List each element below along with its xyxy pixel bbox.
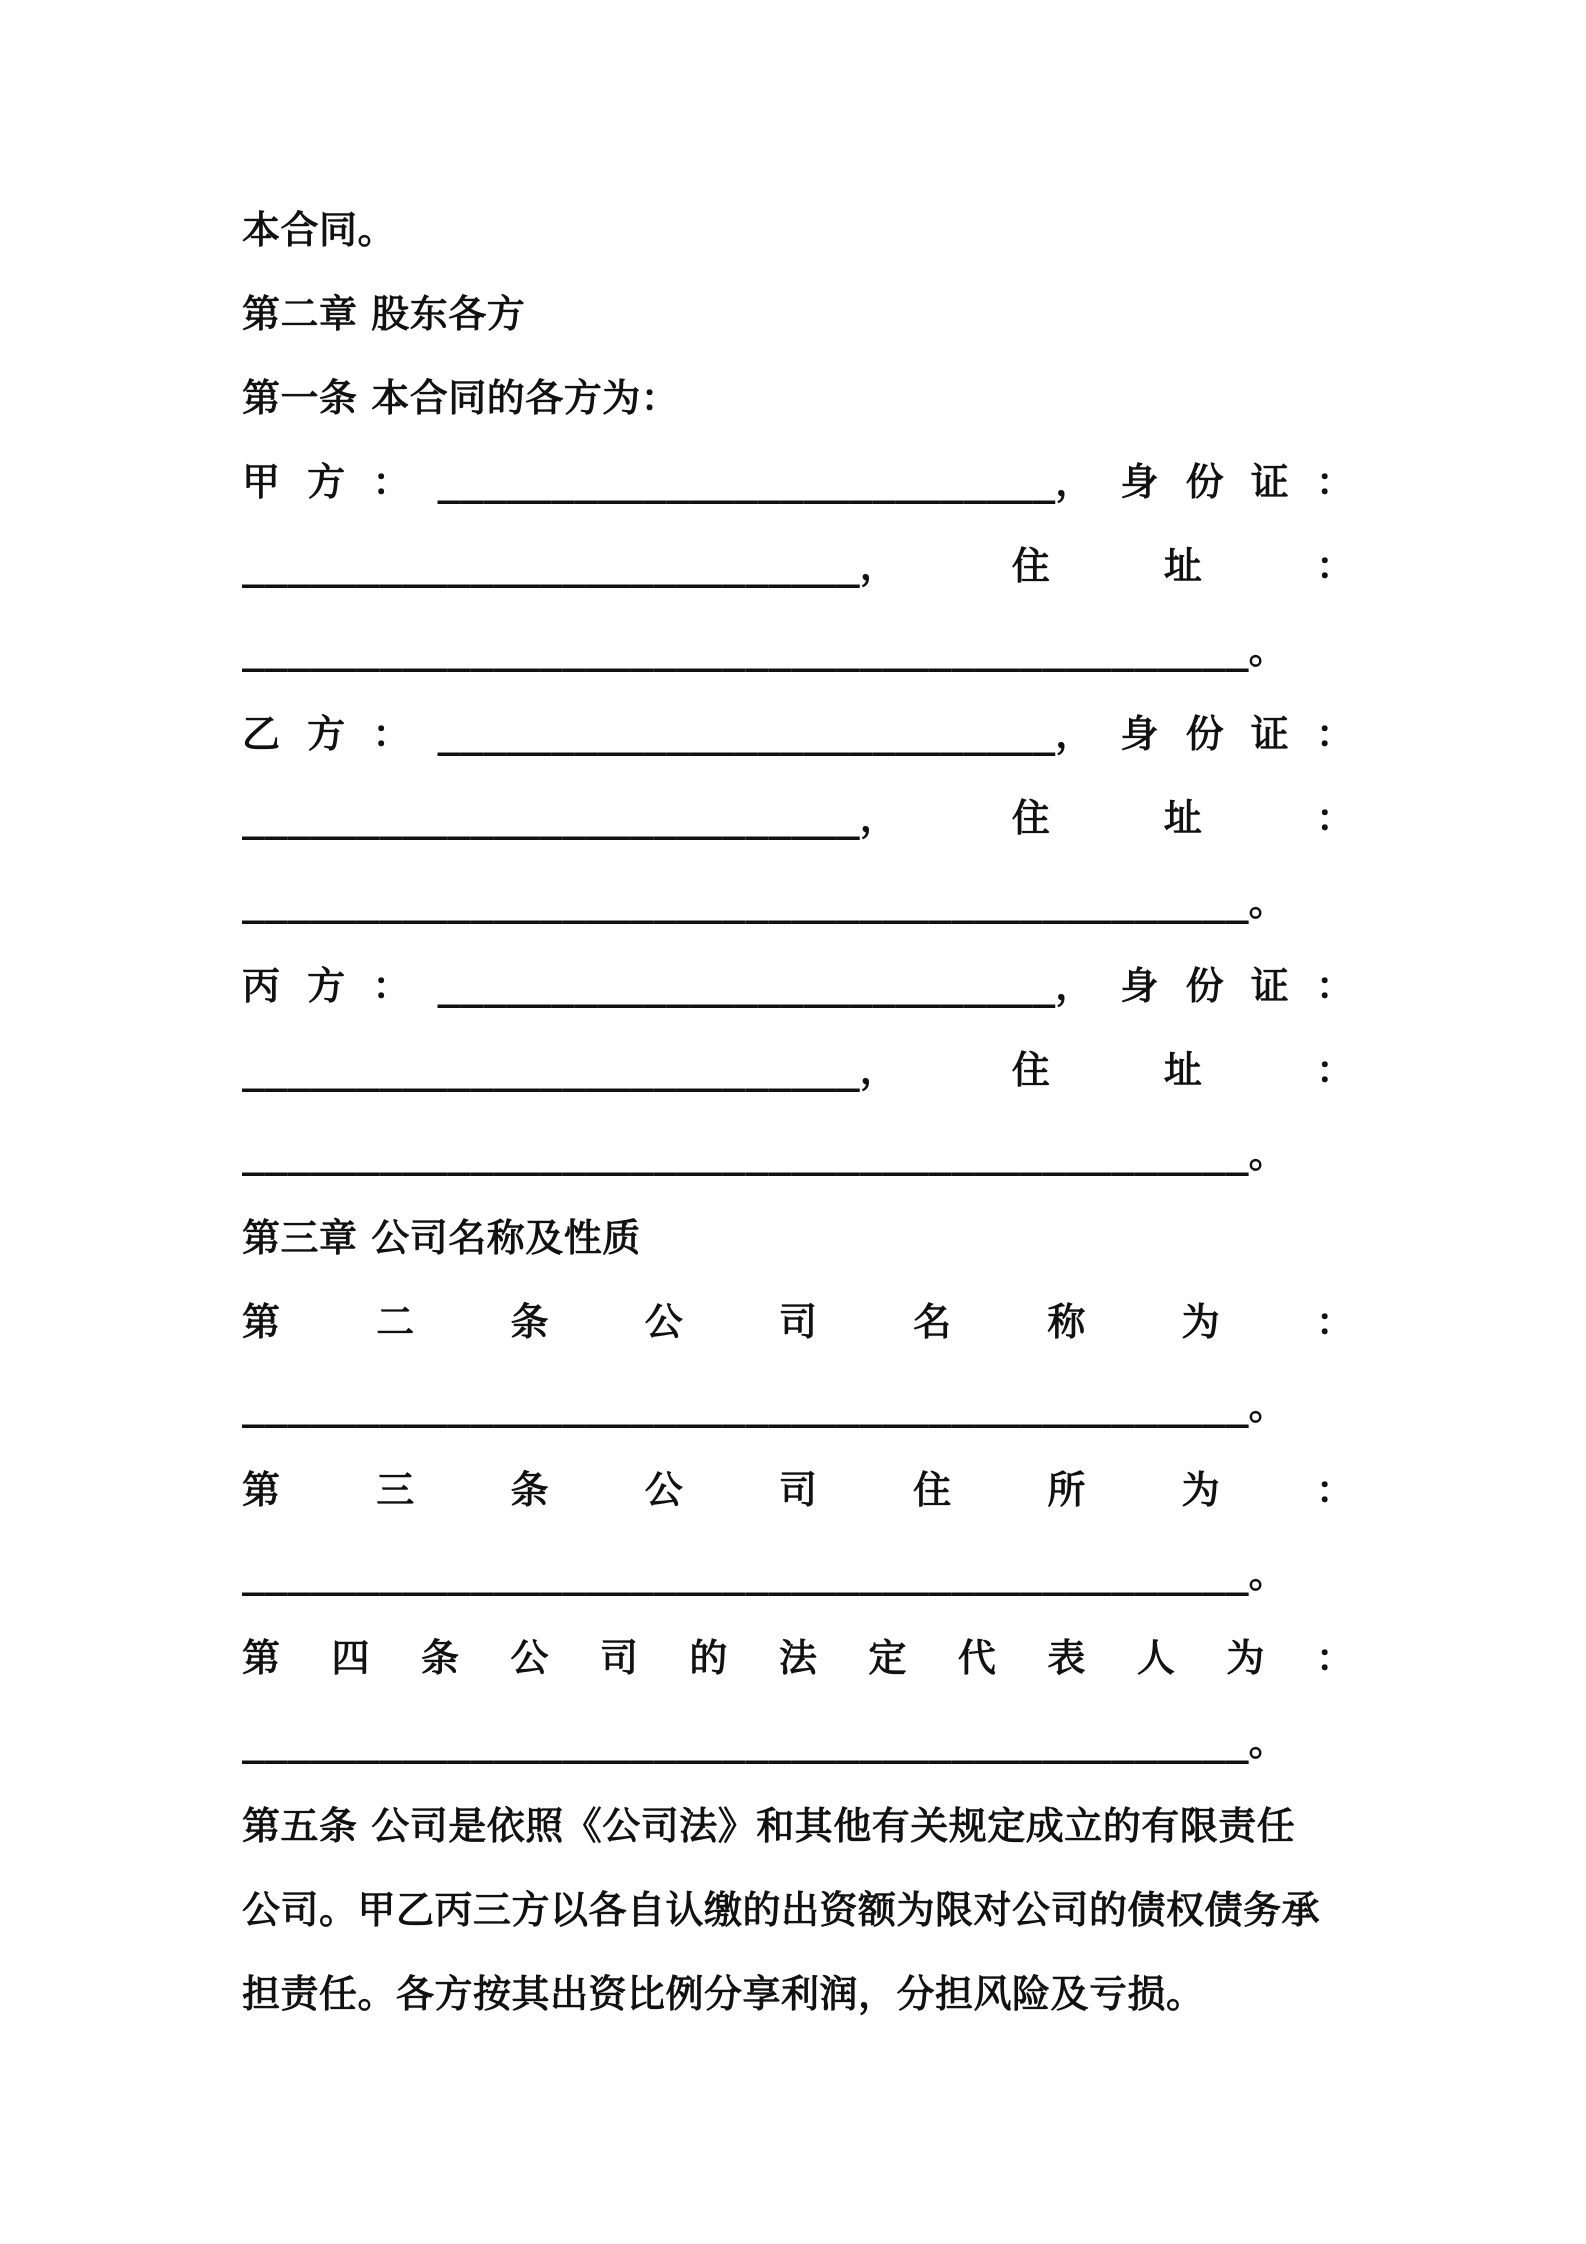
article-four-char-10: 表 (1047, 1636, 1086, 1680)
party-b-colon: ： (372, 712, 411, 756)
article-two-char-2: 二 (376, 1300, 415, 1344)
article-three-char-5: 司 (778, 1468, 817, 1512)
party-c-id-line (242, 956, 1354, 1016)
id-label-1: 身 (1120, 712, 1159, 756)
party-c-id-field[interactable]: ___________________________， (242, 1048, 898, 1092)
address-label-1: 住 (1011, 544, 1050, 588)
article-two-char-4: 公 (644, 1300, 683, 1344)
company-address-field[interactable]: ____________________________________________。 (242, 1552, 1287, 1596)
article-three-char-6: 住 (913, 1468, 952, 1512)
article-three-char-1: 第 (242, 1468, 281, 1512)
address-label-1: 住 (1011, 1048, 1050, 1092)
article-five-line-3: 担责任。各方按其出资比例分享利润，分担风险及亏损。 (242, 1972, 1205, 2016)
party-b-name-field[interactable]: ___________________________， (437, 712, 1094, 756)
id-colon: ： (1315, 460, 1354, 504)
address-label-2: 址 (1163, 796, 1202, 840)
id-label-2: 份 (1185, 964, 1224, 1008)
party-a-id-line (242, 452, 1354, 512)
article-three-char-8: 为 (1181, 1468, 1220, 1512)
article-four-char-8: 定 (868, 1636, 907, 1680)
article-four-char-3: 条 (420, 1636, 459, 1680)
party-c-colon: ： (372, 964, 411, 1008)
party-c-label-1: 丙 (242, 964, 281, 1008)
article-five-line-2: 公司。甲乙丙三方以各自认缴的出资额为限对公司的债权债务承 (242, 1888, 1321, 1932)
address-label-2: 址 (1163, 1048, 1202, 1092)
article-four-char-9: 代 (957, 1636, 996, 1680)
party-c-address-field[interactable]: ____________________________________________。 (242, 1132, 1287, 1176)
article-four-colon: ： (1315, 1636, 1354, 1680)
article-four-char-5: 司 (599, 1636, 638, 1680)
party-b-label-2: 方 (307, 712, 346, 756)
party-b-address-field[interactable]: ____________________________________________。 (242, 880, 1287, 924)
party-a-name-field[interactable]: ___________________________， (437, 460, 1094, 504)
article-two-char-3: 条 (510, 1300, 549, 1344)
article-four-char-4: 公 (510, 1636, 549, 1680)
company-name-field[interactable]: ____________________________________________。 (242, 1384, 1287, 1428)
party-a-label-1: 甲 (242, 460, 281, 504)
party-b-id-line (242, 704, 1354, 764)
article-four-char-11: 人 (1136, 1636, 1175, 1680)
party-a-label-2: 方 (307, 460, 346, 504)
id-label-2: 份 (1185, 712, 1224, 756)
text-line-1: 本合同。 (242, 208, 397, 252)
article-four-char-12: 为 (1226, 1636, 1265, 1680)
party-a-colon: ： (372, 460, 411, 504)
party-c-name-field[interactable]: ___________________________， (437, 964, 1094, 1008)
id-colon: ： (1315, 964, 1354, 1008)
article-four-line (242, 1628, 1354, 1688)
party-a-id-field[interactable]: ___________________________， (242, 544, 898, 588)
article-four-char-7: 法 (778, 1636, 817, 1680)
id-label-1: 身 (1120, 964, 1159, 1008)
id-colon: ： (1315, 712, 1354, 756)
chapter-three-heading: 第三章 公司名称及性质 (242, 1216, 641, 1260)
address-label-1: 住 (1011, 796, 1050, 840)
article-two-char-7: 称 (1047, 1300, 1086, 1344)
party-b-id-field[interactable]: ___________________________， (242, 796, 898, 840)
article-five-line-1: 第五条 公司是依照《公司法》和其他有关规定成立的有限责任 (242, 1804, 1296, 1848)
article-three-char-3: 条 (510, 1468, 549, 1512)
id-label-3: 证 (1250, 964, 1289, 1008)
article-four-char-6: 的 (689, 1636, 728, 1680)
article-three-colon: ： (1315, 1468, 1354, 1512)
article-one-heading: 第一条 本合同的各方为： (242, 376, 680, 420)
party-b-label-1: 乙 (242, 712, 281, 756)
article-two-line (242, 1292, 1354, 1352)
chapter-two-heading: 第二章 股东各方 (242, 292, 526, 336)
id-label-1: 身 (1120, 460, 1159, 504)
address-colon: ： (1315, 796, 1354, 840)
article-three-char-4: 公 (644, 1468, 683, 1512)
article-four-char-2: 四 (331, 1636, 370, 1680)
article-two-char-8: 为 (1181, 1300, 1220, 1344)
article-three-line (242, 1460, 1354, 1520)
article-three-char-7: 所 (1047, 1468, 1086, 1512)
party-c-label-2: 方 (307, 964, 346, 1008)
id-label-2: 份 (1185, 460, 1224, 504)
address-label-2: 址 (1163, 544, 1202, 588)
party-a-address-field[interactable]: ____________________________________________。 (242, 628, 1287, 672)
article-four-char-1: 第 (242, 1636, 281, 1680)
address-colon: ： (1315, 544, 1354, 588)
address-colon: ： (1315, 1048, 1354, 1092)
id-label-3: 证 (1250, 712, 1289, 756)
party-b-address-line (242, 788, 1354, 848)
article-two-char-6: 名 (913, 1300, 952, 1344)
legal-representative-field[interactable]: ____________________________________________。 (242, 1720, 1287, 1764)
article-two-colon: ： (1315, 1300, 1354, 1344)
article-two-char-5: 司 (778, 1300, 817, 1344)
article-two-char-1: 第 (242, 1300, 281, 1344)
party-c-address-line (242, 1040, 1354, 1100)
article-three-char-2: 三 (376, 1468, 415, 1512)
party-a-address-line (242, 536, 1354, 596)
id-label-3: 证 (1250, 460, 1289, 504)
